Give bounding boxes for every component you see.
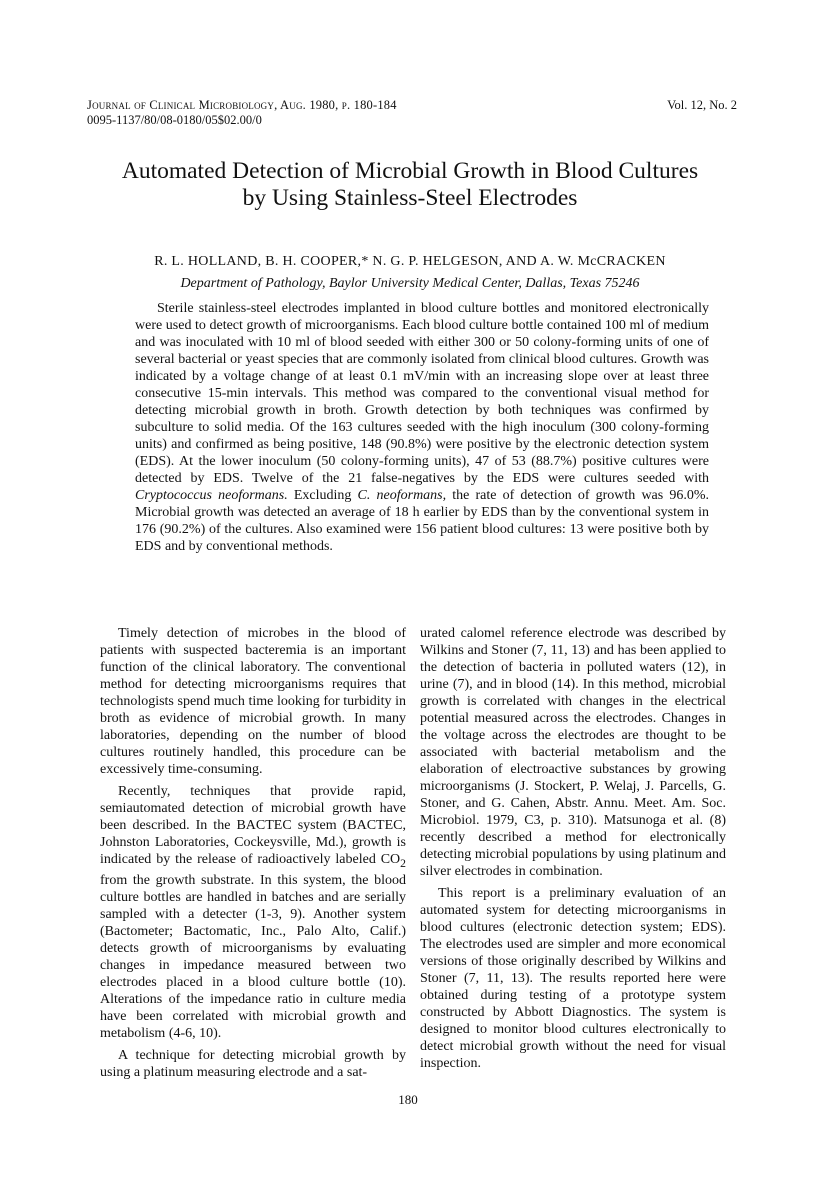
running-header [87,98,737,132]
co2-subscript: 2 [400,856,406,870]
affiliation: Department of Pathology, Baylor University Medical Center, Dallas, Texas 75246 [180,276,640,291]
intro-paragraph-3: A technique for detecting microbial growth by using a platinum measuring electrode and a sat- [100,1047,406,1080]
article-code: 0095-1137/80/08-0180/05$02.00/0 [87,113,262,127]
journal-citation [87,98,397,128]
abstract-species-2: C. neoformans, [357,488,447,503]
intro-paragraph-2-b: from the growth substrate. In this system, the blood culture bottles are handled in batches and are serially sampled with a detecter (1-3, 9). Another system (Bactometer; Bactomatic, Inc., Palo Alto, Calif.) detects growth of microorganisms by evaluating changes in impedance measured between two electrodes placed in a blood culture bottle (10). Alterations of the impedance ratio in culture media have been correlated with microbial growth and metabolism (4-6, 10). [100,872,406,1041]
intro-paragraph-4: This report is a preliminary evaluation of an automated system for detecting microorganisms in blood cultures (electronic detection system; EDS). The electrodes used are simpler and more economical versions of those originally described by Wilkins and Stoner (7, 11, 13). The results reported here were obtained during testing of a prototype system constructed by Abbott Diagnostics. The system is designed to monitor blood cultures electronically to detect microbial growth without the need for visual inspection. [420,886,726,1071]
left-column [100,625,406,1086]
abstract-text-3: the rate of detection of growth was 96.0%. Microbial growth was detected an average of 18 h earlier by EDS than by the conventional system in 176 (90.2%) of the cultures. Also examined were 156 patient blood cultures: 13 were positive both by EDS and by conventional methods. [135,488,710,554]
abstract [135,300,709,555]
intro-paragraph-3-continued: urated calomel reference electrode was described by Wilkins and Stoner (7, 11, 13) and has been applied to the detection of bacteria in polluted waters (12), in urine (7), and in blood (14). In this method, microbial growth is correlated with changes in the electrical potential measured across the electrodes. Changes in the voltage across the electrodes are thought to be associated with bacterial metabolism and the elaboration of electroactive substances by growing microorganisms (J. Stockert, P. Welaj, J. Parcells, G. Stoner, and G. Cahen, Abstr. Annu. Meet. Am. Soc. Microbiol. 1979, C3, p. 310). Matsunoga et al. (8) recently described a method for electronically detecting microbial populations by using platinum and silver electrodes in combination. [420,626,726,879]
abstract-species-1: Cryptococcus neoformans. [135,488,288,503]
intro-paragraph-2 [100,783,406,1042]
title-line-2: by Using Stainless-Steel Electrodes [242,185,578,211]
intro-paragraph-1: Timely detection of microbes in the blood of patients with suspected bacteremia is an important function of the clinical laboratory. The conventional method for detecting microorganisms requires that technologists spend much time looking for turbidity in broth as evidence of microbial growth. In many laboratories, depending on the number of blood cultures routinely handled, this procedure can be excessively time-consuming. [100,626,406,777]
right-column [420,625,726,1077]
article-title [60,158,760,212]
journal-line: Journal of Clinical Microbiology, Aug. 1980, p. 180-184 [87,98,397,112]
abstract-text-2: Excluding [287,488,358,503]
page-number: 180 [398,1092,418,1107]
title-line-1: Automated Detection of Microbial Growth in Blood Cultures [121,158,699,184]
intro-paragraph-2-a: Recently, techniques that provide rapid, semiautomated detection of microbial growth have been described. In the BACTEC system (BACTEC, Johnston Laboratories, Cockeysville, Md.), growth is indicated by the release of radioactively labeled CO [100,784,406,867]
abstract-text-1: Sterile stainless-steel electrodes implanted in blood culture bottles and monitored electronically were used to detect growth of microorganisms. Each blood culture bottle contained 100 ml of medium and was inoculated with 10 ml of blood seeded with either 300 or 50 colony-forming units of one of several bacterial or yeast species that are commonly isolated from clinical blood cultures. Growth was indicated by a voltage change of at least 0.1 mV/min with an increasing slope over at least three consecutive 15-min intervals. This method was compared to the conventional visual method for detecting microbial growth in broth. Growth detection by both techniques was confirmed by subculture to solid media. Of the 163 cultures seeded with the high inoculum (300 colony-forming units) and confirmed as being positive, 148 (90.8%) were positive by the electronic detection system (EDS). At the lower inoculum (50 colony-forming units), 47 of 53 (88.7%) positive cultures were detected by EDS. Twelve of the 21 false-negatives by the EDS were cultures seeded with [135,301,709,486]
volume-number: Vol. 12, No. 2 [667,98,737,112]
author-list: R. L. HOLLAND, B. H. COOPER,* N. G. P. HELGESON, AND A. W. McCRACKEN [154,254,666,269]
